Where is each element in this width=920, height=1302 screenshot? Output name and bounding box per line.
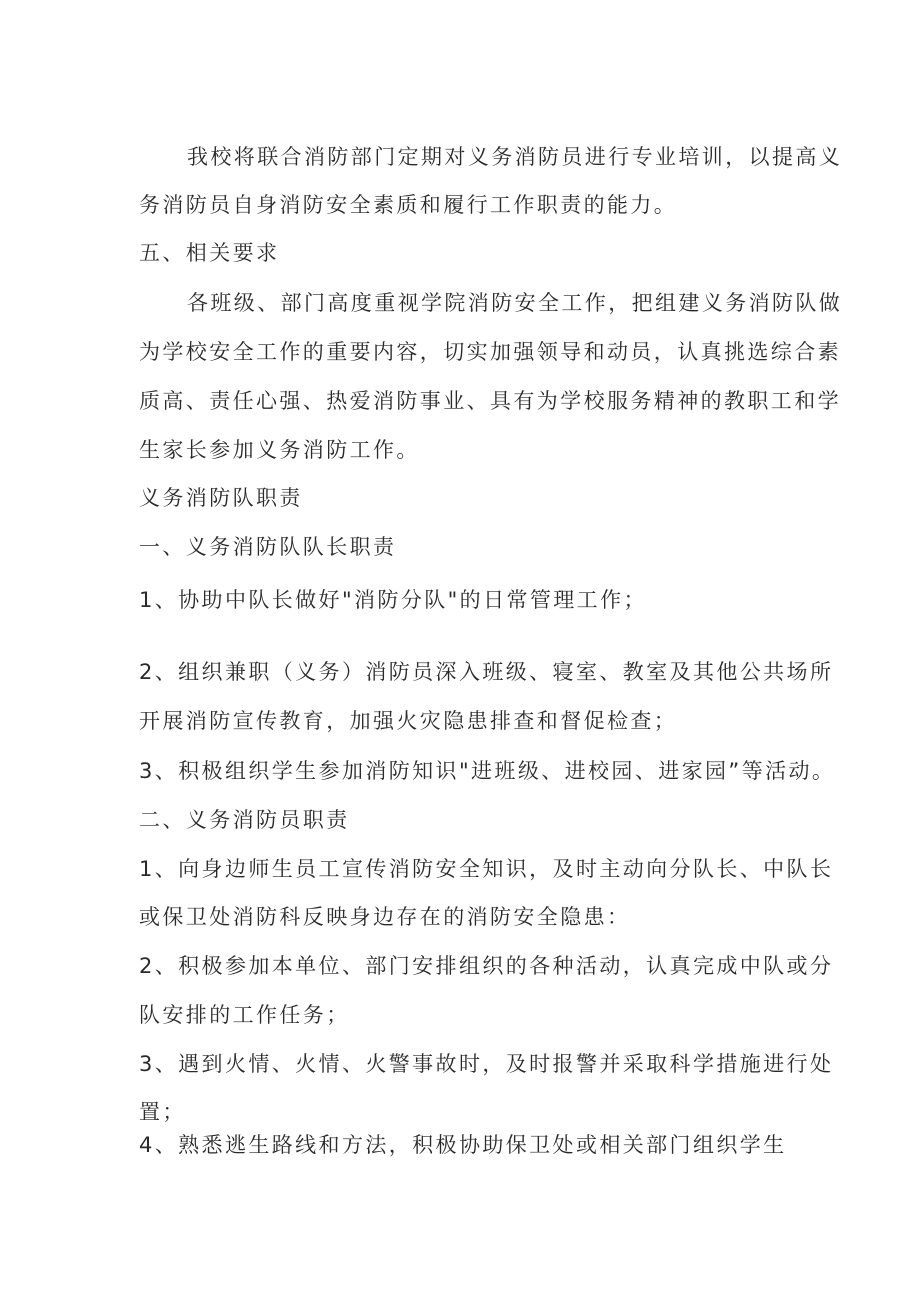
paragraph-training-line-2: 务消防员自身消防安全素质和履行工作职责的能力。 <box>139 193 678 217</box>
member-duty-item-2-line-1: 2、积极参加本单位、部门安排组织的各种活动，认真完成中队或分 <box>139 954 834 978</box>
captain-duty-item-2-line-2: 开展消防宣传教育，加强火灾隐患排查和督促检查； <box>139 709 678 733</box>
member-duty-item-1-line-2: 或保卫处消防科反映身边存在的消防安全隐患： <box>139 905 631 929</box>
member-duty-item-2-line-2: 队安排的工作任务； <box>139 1003 350 1027</box>
paragraph-requirements-line-3: 质高、责任心强、热爱消防事业、具有为学校服务精神的教职工和学 <box>139 389 841 413</box>
captain-duty-item-1: 1、协助中队长做好"消防分队"的日常管理工作； <box>139 588 647 612</box>
member-duty-item-3-line-1: 3、遇到火情、火情、火警事故时，及时报警并采取科学措施进行处 <box>139 1052 834 1076</box>
member-duty-item-4-line-1: 4、熟悉逃生路线和方法，积极协助保卫处或相关部门组织学生 <box>139 1133 787 1157</box>
section-heading-captain-duties: 一、义务消防队队长职责 <box>139 535 397 559</box>
member-duty-item-1-line-1: 1、向身边师生员工宣传消防安全知识，及时主动向分队长、中队长 <box>139 857 834 881</box>
section-heading-member-duties: 二、义务消防员职责 <box>139 808 350 832</box>
document-title-duties: 义务消防队职责 <box>139 486 303 510</box>
paragraph-requirements-line-1: 各班级、部门高度重视学院消防安全工作，把组建义务消防队做 <box>187 291 843 315</box>
paragraph-training-line-1: 我校将联合消防部门定期对义务消防员进行专业培训，以提高义 <box>187 145 843 169</box>
paragraph-requirements-line-2: 为学校安全工作的重要内容，切实加强领导和动员，认真挑选综合素 <box>139 340 841 364</box>
member-duty-item-3-line-2: 置； <box>139 1100 186 1124</box>
section-heading-requirements: 五、相关要求 <box>139 241 280 265</box>
captain-duty-item-3: 3、积极组织学生参加消防知识"进班级、进校园、进家园”等活动。 <box>139 759 836 783</box>
captain-duty-item-2-line-1: 2、组织兼职（义务）消防员深入班级、寝室、教室及其他公共场所 <box>139 660 834 684</box>
paragraph-requirements-line-4: 生家长参加义务消防工作。 <box>139 438 420 462</box>
